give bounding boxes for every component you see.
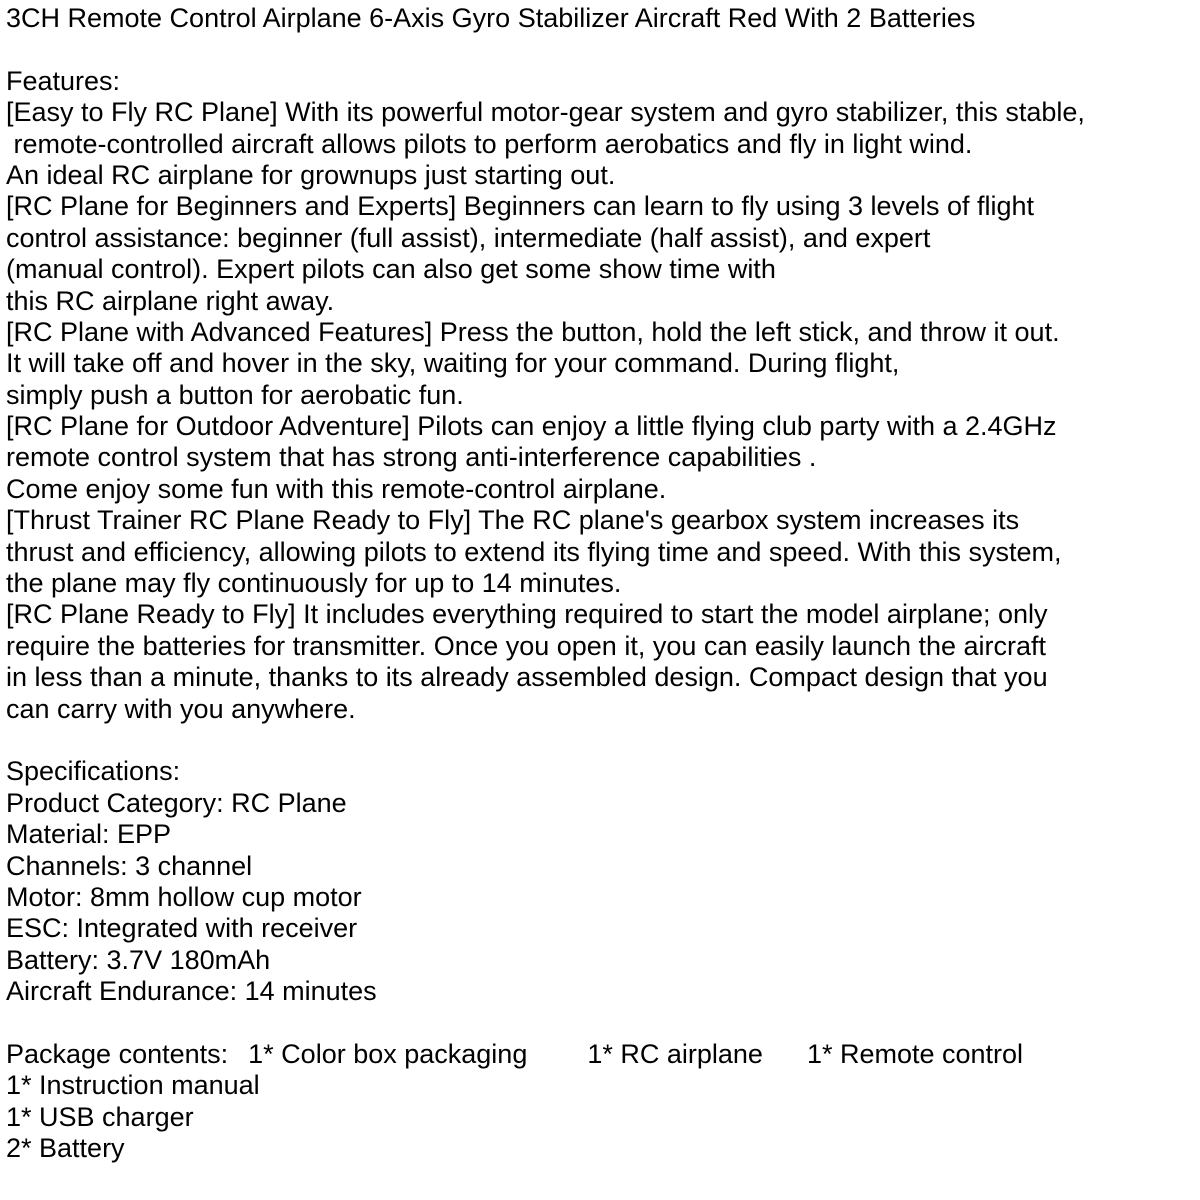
feature-line: [Thrust Trainer RC Plane Ready to Fly] The RC plane's gearbox system increases its [6,505,1020,536]
spec-line: ESC: Integrated with receiver [6,913,358,944]
feature-line: [RC Plane with Advanced Features] Press the button, hold the left stick, and throw it out. [6,316,1060,347]
feature-line: remote control system that has strong anti-interference capabilities . [6,442,817,473]
spec-line: Aircraft Endurance: 14 minutes [6,976,377,1007]
spacer [6,34,1194,65]
feature-line: It will take off and hover in the sky, waiting for your command. During flight, [6,348,900,379]
spec-line: Battery: 3.7V 180mAh [6,944,271,975]
feature-line: simply push a button for aerobatic fun. [6,379,464,410]
specifications-heading: Specifications: [6,756,181,787]
feature-line: [RC Plane for Outdoor Adventure] Pilots can enjoy a little flying club party with a 2.4GHz [6,411,1057,442]
package-item: 1* RC airplane [587,1038,763,1069]
feature-line: [Easy to Fly RC Plane] With its powerful motor-gear system and gyro stabilizer, this stable, [6,97,1085,128]
features-heading: Features: [6,65,121,96]
spec-line: Channels: 3 channel [6,850,253,881]
spec-line: Motor: 8mm hollow cup motor [6,881,362,912]
feature-line: this RC airplane right away. [6,285,335,316]
spacer [6,725,1194,756]
feature-line: [RC Plane Ready to Fly] It includes everything required to start the model airplane; only [6,599,1048,630]
feature-line: the plane may fly continuously for up to 14 minutes. [6,568,622,599]
spec-line: Material: EPP [6,819,172,850]
feature-line: [RC Plane for Beginners and Experts] Beginners can learn to fly using 3 levels of flight [6,191,1035,222]
package-item: 1* Instruction manual [6,1070,260,1101]
feature-line: in less than a minute, thanks to its already assembled design. Compact design that you [6,662,1048,693]
package-contents-row [6,1039,1194,1070]
package-item: 1* Remote control [806,1038,1024,1069]
feature-line: An ideal RC airplane for grownups just starting out. [6,159,616,190]
spec-line: Product Category: RC Plane [6,787,347,818]
feature-line: remote-controlled aircraft allows pilots to perform aerobatics and fly in light wind. [6,128,973,159]
feature-line: can carry with you anywhere. [6,693,356,724]
feature-line: Come enjoy some fun with this remote-control airplane. [6,473,667,504]
feature-line: require the batteries for transmitter. Once you open it, you can easily launch the aircraft [6,630,1047,661]
feature-line: thrust and efficiency, allowing pilots to extend its flying time and speed. With this system, [6,536,1062,567]
package-item: 2* Battery [6,1133,125,1164]
spacer [6,1008,1194,1039]
product-description [6,3,1194,1164]
product-title: 3CH Remote Control Airplane 6-Axis Gyro Stabilizer Aircraft Red With 2 Batteries [6,3,976,33]
feature-line: (manual control). Expert pilots can also get some show time with [6,254,776,285]
feature-line: control assistance: beginner (full assist), intermediate (half assist), and expert [6,222,931,253]
package-contents-label: Package contents: [6,1038,229,1069]
package-item: 1* USB charger [6,1101,194,1132]
package-item: 1* Color box packaging [248,1038,528,1069]
